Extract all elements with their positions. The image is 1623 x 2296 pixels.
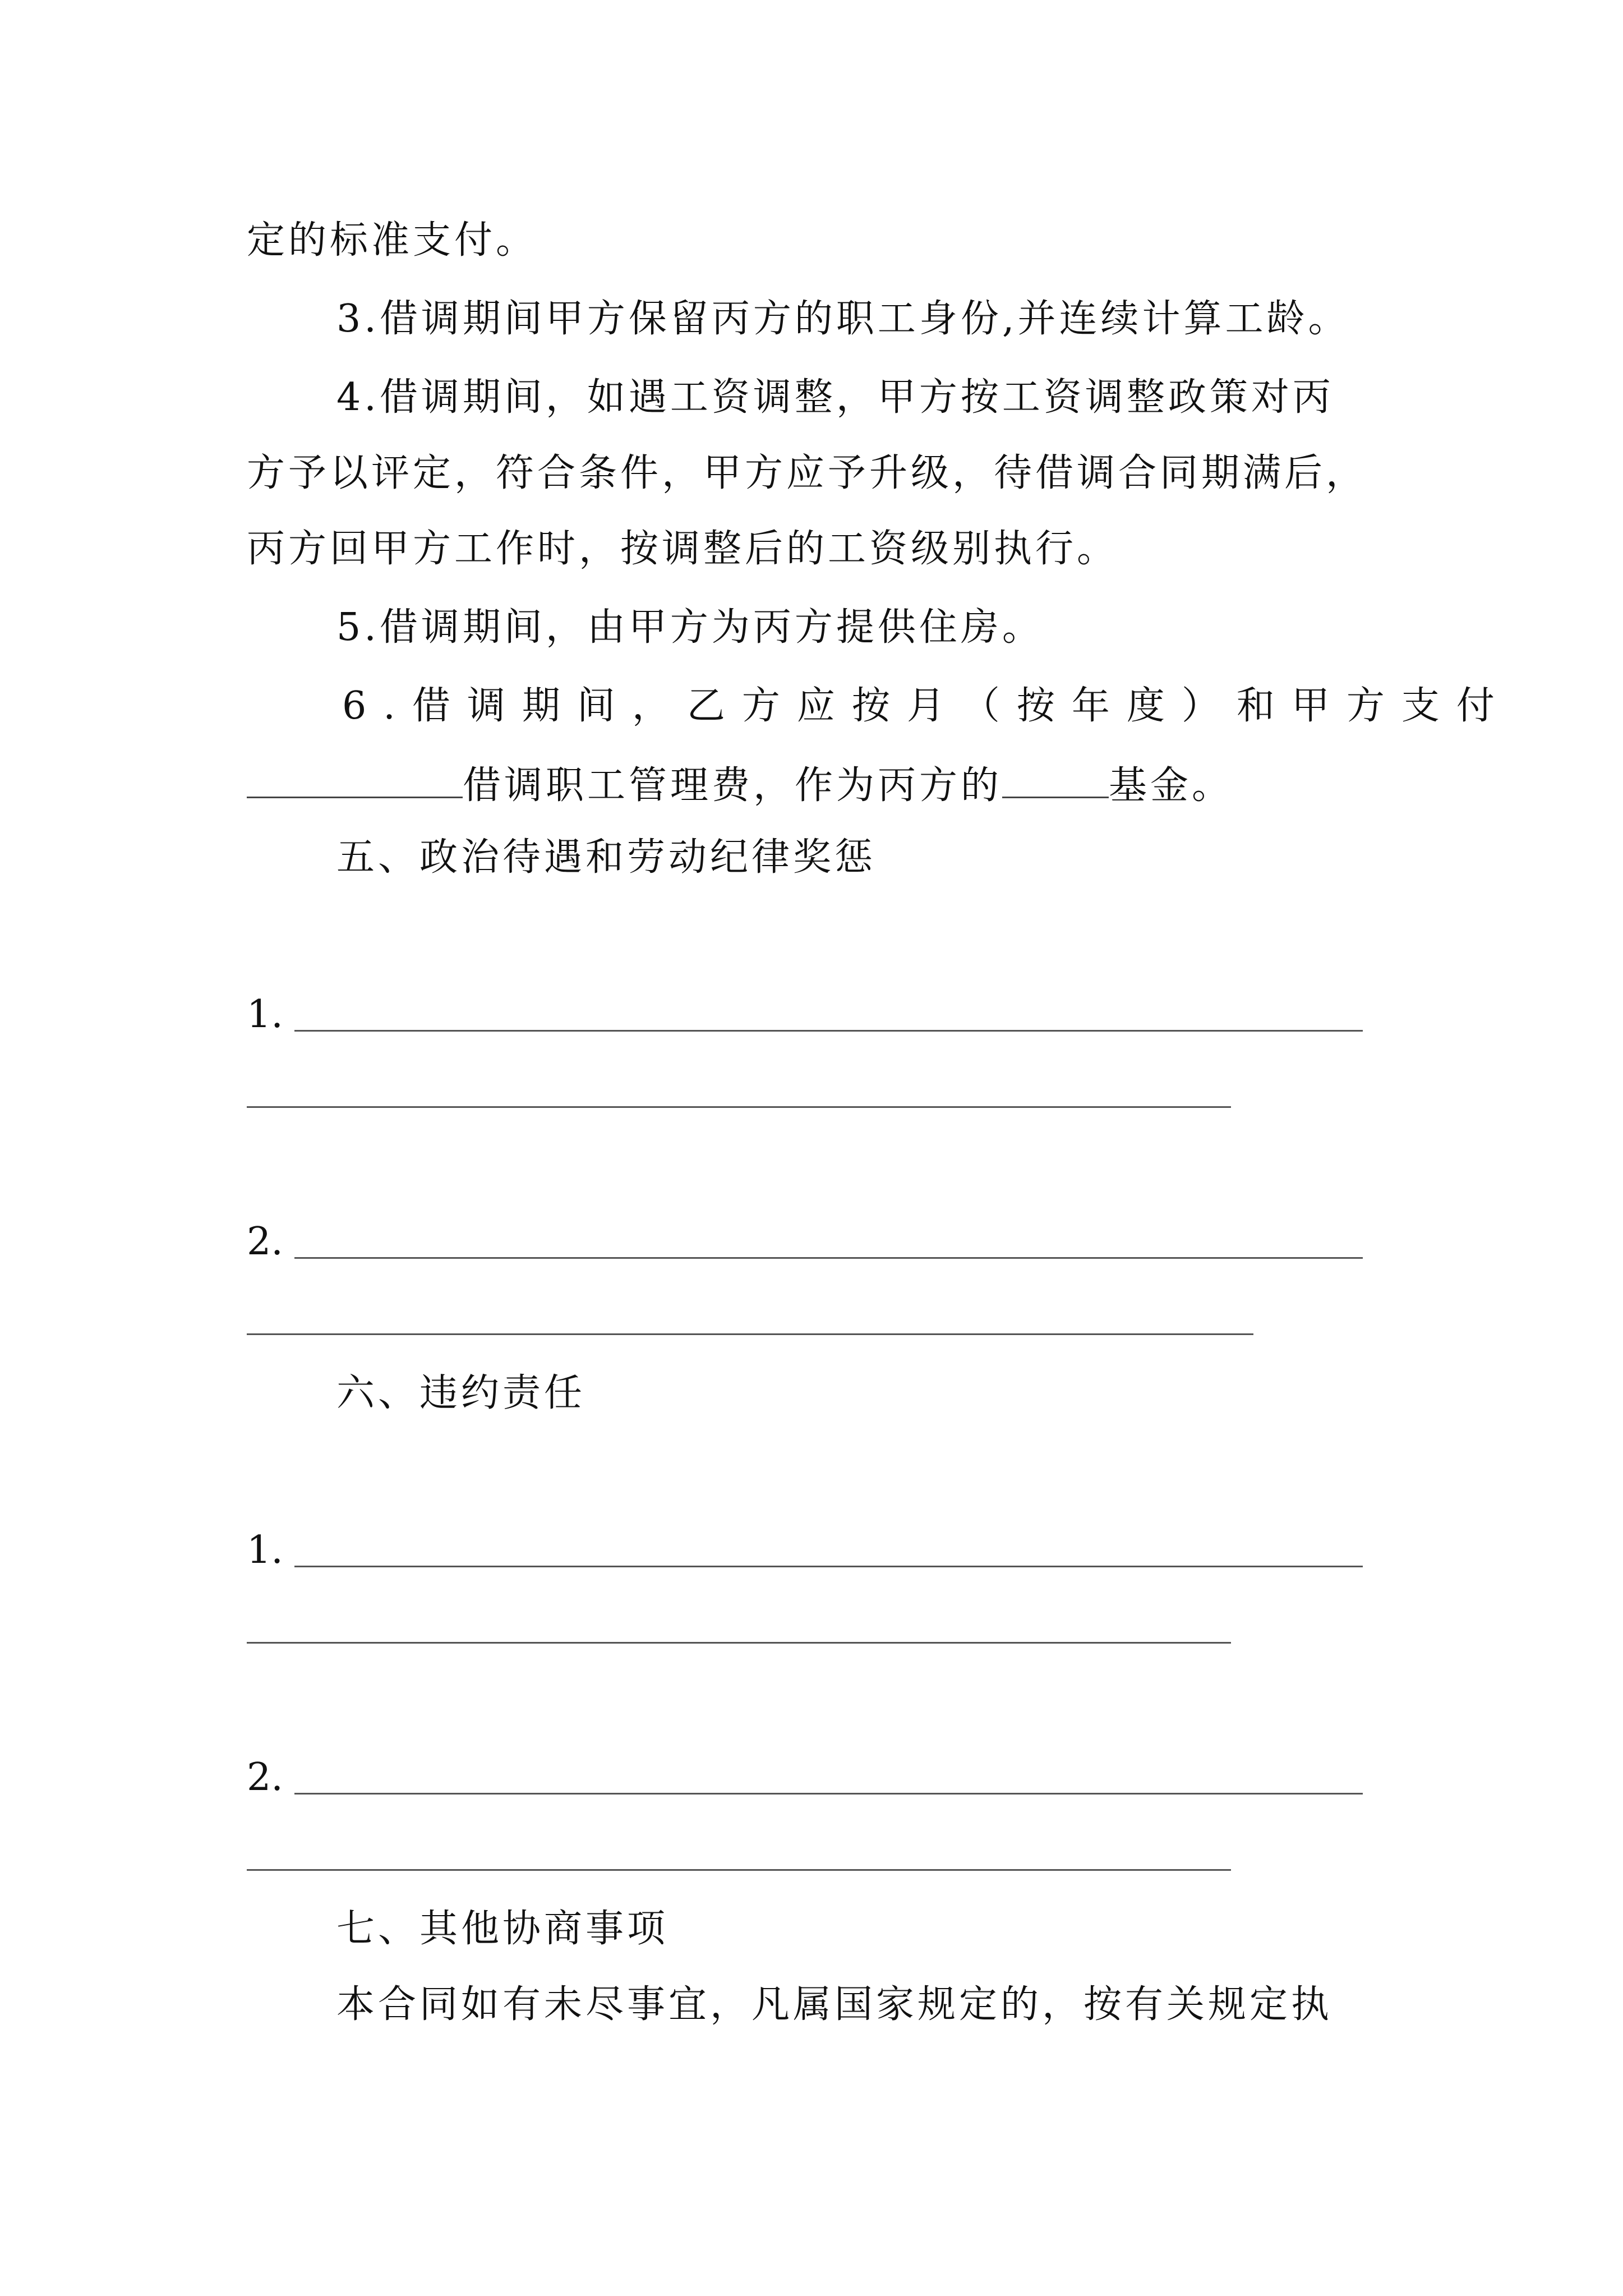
section-5-item-1-number: 1. bbox=[247, 992, 283, 1037]
section-5-item-2-blank-line-2 bbox=[247, 1333, 1253, 1335]
paragraph-line: 定的标准支付。 bbox=[247, 218, 538, 263]
section-6-heading: 六、违约责任 bbox=[336, 1371, 586, 1415]
section-6-item-2-blank-line-2 bbox=[247, 1869, 1231, 1871]
clause-3: 3.借调期间甲方保留丙方的职工身份,并连续计算工龄。 bbox=[336, 297, 1350, 341]
fund-blank bbox=[1002, 763, 1109, 798]
fee-text: 借调职工管理费，作为丙方的 bbox=[463, 763, 1003, 808]
section-5-item-1-blank-line-2 bbox=[247, 1106, 1231, 1108]
section-6-item-1-number: 1. bbox=[247, 1528, 283, 1572]
section-6-item-1-blank-line-2 bbox=[247, 1642, 1231, 1644]
section-7-text: 本合同如有未尽事宜，凡属国家规定的，按有关规定执 bbox=[336, 1982, 1333, 2027]
clause-6-line-1: 6.借调期间，乙方应按月（按年度）和甲方支付 bbox=[342, 684, 1511, 728]
section-6-item-2-number: 2. bbox=[247, 1755, 283, 1800]
section-6-item-1-blank-line-1 bbox=[294, 1566, 1363, 1567]
section-6-item-2-blank-line-1 bbox=[294, 1793, 1363, 1795]
clause-5: 5.借调期间，由甲方为丙方提供住房。 bbox=[336, 605, 1044, 650]
section-5-item-2-number: 2. bbox=[247, 1220, 283, 1264]
clause-4-line-2: 方予以评定，符合条件，甲方应予升级，待借调合同期满后， bbox=[247, 451, 1368, 495]
section-5-item-1-blank-line-1 bbox=[294, 1030, 1363, 1032]
fee-blank bbox=[247, 763, 463, 798]
section-5-heading: 五、政治待遇和劳动纪律奖惩 bbox=[336, 835, 877, 880]
fund-text: 基金。 bbox=[1109, 763, 1234, 808]
clause-4-line-1: 4.借调期间，如遇工资调整，甲方按工资调整政策对丙 bbox=[336, 375, 1334, 420]
section-7-heading: 七、其他协商事项 bbox=[336, 1907, 669, 1951]
section-5-item-2-blank-line-1 bbox=[294, 1257, 1363, 1259]
clause-4-line-3: 丙方回甲方工作时，按调整后的工资级别执行。 bbox=[247, 527, 1119, 571]
clause-6-line-2 bbox=[247, 763, 1234, 808]
